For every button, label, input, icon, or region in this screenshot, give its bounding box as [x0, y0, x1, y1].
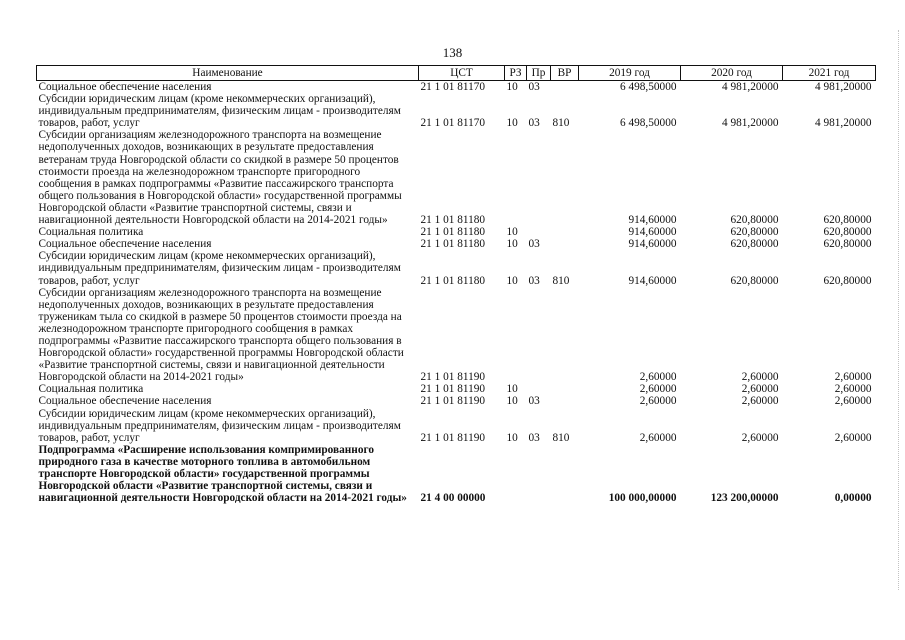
table-row — [37, 93, 876, 129]
cell-name: Субсидии юридическим лицам (кроме некоммерческих организаций), индивидуальным предпринимателям, физическим лицам - производителям товаров, работ, услуг — [38, 250, 401, 287]
header-2019: 2019 год — [579, 66, 681, 81]
cell-name: Субсидии организациям железнодорожного транспорта на возмещение недополученных доходов, возникающих в результате предоставления труженикам тыла со скидкой в размере 50 процентов стоимости проезда на железнодорожном транспорте пригородного сообщения в рамках подпрограммы «Развитие пассажирского транспорта общего пользования в Новгородской области» государственной программы Новгородской области «Развитие транспортной системы, связи и навигационной деятельности Новгородской области на 2014-2021 годы» — [38, 286, 404, 384]
cell-pr: 03 — [528, 81, 540, 93]
cell-cst: 21 1 01 81180 — [420, 238, 486, 251]
cell-y2021: 620,80000 — [823, 274, 872, 287]
cell-pr: 03 — [528, 117, 540, 130]
cell-name: Субсидии юридическим лицам (кроме некоммерческих организаций), индивидуальным предпринимателям, физическим лицам - производителям товаров, работ, услуг — [38, 93, 401, 130]
cell-y2020: 620,80000 — [730, 274, 779, 287]
table-row — [37, 129, 876, 226]
cell-y2020: 4 981,20000 — [722, 117, 779, 130]
cell-name: Субсидии юридическим лицам (кроме некоммерческих организаций), индивидуальным предпринимателям, физическим лицам - производителям товаров, работ, услуг — [38, 407, 401, 444]
cell-pr — [527, 383, 551, 395]
cell-vr: 810 — [552, 274, 570, 287]
cell-y2021: 2,60000 — [834, 431, 872, 444]
cell-vr: 810 — [552, 431, 570, 444]
cell-pr — [527, 287, 551, 384]
cell-y2020: 2,60000 — [741, 431, 779, 444]
cell-rz — [505, 444, 527, 504]
cell-y2019: 6 498,50000 — [620, 117, 677, 130]
cell-y2021: 2,60000 — [834, 383, 872, 396]
header-name: Наименование — [37, 66, 419, 81]
header-vr: ВР — [551, 66, 579, 81]
table-row — [37, 250, 876, 286]
cell-name: Социальная политика — [38, 383, 144, 396]
cell-name: Подпрограмма «Расширение использования компримированного природного газа в качестве моторного топлива в автомобильном транспорте Новгородской области» государственной программы Новгородской области «Развитие транспортной системы, связи и навигационной деятельности Новгородской области на 2014-2021 годы» — [38, 443, 407, 505]
cell-cst: 21 1 01 81190 — [420, 431, 486, 444]
cell-rz: 10 — [506, 431, 518, 444]
table-row — [37, 444, 876, 504]
cell-pr — [527, 444, 551, 504]
cell-y2020: 2,60000 — [741, 395, 779, 408]
cell-rz: 10 — [506, 226, 518, 239]
cell-pr — [527, 226, 551, 238]
cell-rz: 10 — [506, 117, 518, 130]
cell-vr — [551, 238, 579, 250]
cell-y2019: 2,60000 — [639, 383, 677, 396]
cell-name: Социальное обеспечение населения — [38, 81, 212, 93]
cell-y2020: 123 200,00000 — [710, 492, 779, 505]
cell-y2021: 4 981,20000 — [815, 117, 872, 130]
table-header — [37, 66, 876, 81]
cell-y2021: 2,60000 — [834, 371, 872, 384]
cell-y2020: 4 981,20000 — [722, 81, 779, 93]
cell-cst: 21 1 01 81180 — [420, 214, 486, 227]
header-2020: 2020 год — [681, 66, 783, 81]
cell-cst: 21 1 01 81170 — [420, 81, 486, 93]
cell-vr — [551, 287, 579, 384]
table-row — [37, 238, 876, 250]
cell-vr — [551, 383, 579, 395]
cell-rz: 10 — [506, 395, 518, 408]
cell-rz: 10 — [506, 274, 518, 287]
cell-rz — [505, 287, 527, 384]
cell-pr: 03 — [528, 238, 540, 251]
page-number: 138 — [442, 45, 463, 60]
table-row — [37, 226, 876, 238]
cell-pr: 03 — [528, 395, 540, 408]
cell-vr: 810 — [552, 117, 570, 130]
header-rz: РЗ — [505, 66, 527, 81]
cell-vr — [551, 81, 579, 94]
cell-y2019: 2,60000 — [639, 395, 677, 408]
header-cst: ЦСТ — [419, 66, 505, 81]
header-pr: Пр — [527, 66, 551, 81]
scan-edge-artifact — [897, 30, 899, 590]
budget-table — [36, 65, 876, 504]
header-2021: 2021 год — [783, 66, 876, 81]
cell-y2021: 620,80000 — [823, 226, 872, 239]
cell-name: Социальная политика — [38, 226, 144, 239]
cell-name: Социальное обеспечение населения — [38, 238, 212, 251]
cell-cst: 21 1 01 81170 — [420, 117, 486, 130]
cell-cst: 21 4 00 00000 — [420, 492, 486, 505]
cell-pr — [527, 129, 551, 226]
cell-y2019: 914,60000 — [628, 274, 677, 287]
cell-y2020: 2,60000 — [741, 371, 779, 384]
cell-cst: 21 1 01 81190 — [420, 395, 486, 408]
cell-y2019: 100 000,00000 — [608, 492, 677, 505]
cell-rz — [505, 129, 527, 226]
cell-name: Социальное обеспечение населения — [38, 395, 212, 408]
cell-y2020: 620,80000 — [730, 226, 779, 239]
table-body — [37, 81, 876, 505]
cell-rz: 10 — [506, 238, 518, 251]
cell-vr — [551, 395, 579, 407]
cell-y2019: 2,60000 — [639, 371, 677, 384]
cell-cst: 21 1 01 81180 — [420, 226, 486, 239]
cell-y2021: 620,80000 — [823, 214, 872, 227]
table-row — [37, 287, 876, 384]
cell-y2019: 2,60000 — [639, 431, 677, 444]
table-row — [37, 383, 876, 395]
cell-vr — [551, 129, 579, 226]
table-row — [37, 395, 876, 407]
cell-rz: 10 — [506, 81, 518, 93]
cell-y2021: 0,00000 — [834, 492, 872, 505]
cell-cst: 21 1 01 81180 — [420, 274, 486, 287]
cell-vr — [551, 444, 579, 504]
table-row — [37, 81, 876, 94]
cell-name: Субсидии организациям железнодорожного транспорта на возмещение недополученных доходов, возникающих в результате предоставления ветеранам труда Новгородской области со скидкой в размере 50 процентов стоимости проезда на железнодорожном транспорте пригородного сообщения в рамках подпрограммы «Развитие пассажирского транспорта общего пользования в Новгородской области» государственной программы Новгородской области «Развитие транспортной системы, связи и навигационной деятельности Новгородской области на 2014-2021 годы» — [38, 129, 402, 227]
cell-y2020: 620,80000 — [730, 214, 779, 227]
cell-y2019: 914,60000 — [628, 214, 677, 227]
cell-pr: 03 — [528, 431, 540, 444]
cell-y2019: 6 498,50000 — [620, 81, 677, 93]
cell-vr — [551, 226, 579, 238]
table-row — [37, 408, 876, 444]
cell-y2021: 4 981,20000 — [815, 81, 872, 93]
cell-y2021: 2,60000 — [834, 395, 872, 408]
cell-pr: 03 — [528, 274, 540, 287]
cell-rz: 10 — [506, 383, 518, 396]
cell-y2021: 620,80000 — [823, 238, 872, 251]
cell-cst: 21 1 01 81190 — [420, 371, 486, 384]
cell-y2020: 2,60000 — [741, 383, 779, 396]
cell-y2020: 620,80000 — [730, 238, 779, 251]
cell-y2019: 914,60000 — [628, 238, 677, 251]
cell-cst: 21 1 01 81190 — [420, 383, 486, 396]
cell-y2019: 914,60000 — [628, 226, 677, 239]
